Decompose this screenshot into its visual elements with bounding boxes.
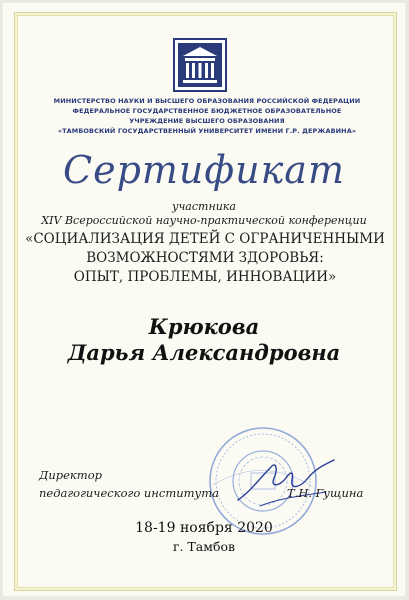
event-dates: 18-19 ноября 2020 <box>135 520 273 536</box>
university-logo-icon <box>173 38 227 92</box>
conference-title-line: ОПЫТ, ПРОБЛЕМЫ, ИННОВАЦИИ» <box>73 269 337 285</box>
recipient-surname: Крюкова <box>148 314 260 339</box>
event-city: г. Тамбов <box>172 539 236 554</box>
signer-name: Т.Н. Гущина <box>287 486 364 500</box>
conference-title-line: ВОЗМОЖНОСТЯМИ ЗДОРОВЬЯ: <box>86 250 324 266</box>
ministry-line: ФЕДЕРАЛЬНОЕ ГОСУДАРСТВЕННОЕ БЮДЖЕТНОЕ ОБРАЗОВАТЕЛЬНОЕ <box>72 107 342 115</box>
certificate-title: Сертификат <box>63 148 345 192</box>
ministry-line: УЧРЕЖДЕНИЕ ВЫСШЕГО ОБРАЗОВАНИЯ <box>129 117 285 125</box>
recipient-given-names: Дарья Александровна <box>67 340 341 365</box>
university-name: «ТАМБОВСКИЙ ГОСУДАРСТВЕННЫЙ УНИВЕРСИТЕТ ИМЕНИ Г.Р. ДЕРЖАВИНА» <box>57 127 357 135</box>
conference-title-line: «СОЦИАЛИЗАЦИЯ ДЕТЕЙ С ОГРАНИЧЕННЫМИ <box>25 231 385 247</box>
signer-title-line: педагогического института <box>39 486 219 500</box>
conference-line: XIV Всероссийской научно-практической конференции <box>41 214 367 227</box>
ministry-header <box>32 96 382 136</box>
participant-label: участника <box>172 200 236 213</box>
ministry-line: МИНИСТЕРСТВО НАУКИ И ВЫСШЕГО ОБРАЗОВАНИЯ РОССИЙСКОЙ ФЕДЕРАЦИИ <box>53 97 361 105</box>
signer-title-line: Директор <box>39 468 102 482</box>
certificate-sheet <box>2 2 406 597</box>
handwritten-signature-icon <box>230 448 340 518</box>
conference-title <box>22 230 388 287</box>
